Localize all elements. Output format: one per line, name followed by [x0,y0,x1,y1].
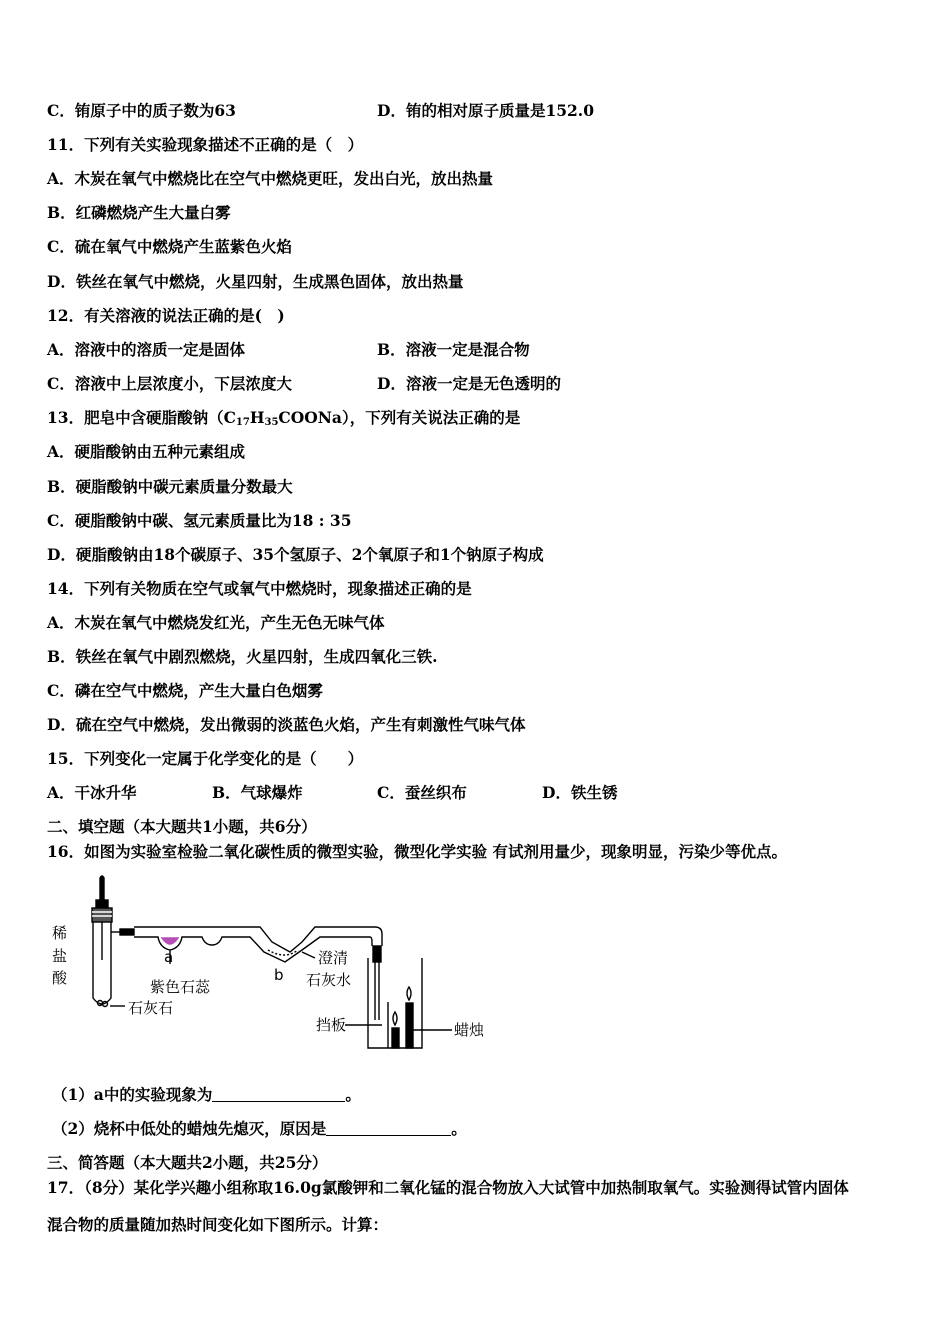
q17-line-2: 混合物的质量随加热时间变化如下图所示。计算： [47,1215,389,1234]
q10-option-c: C．铕原子中的质子数为63 [47,101,236,120]
q16-sub2 [52,1119,467,1139]
q11-option-c: C．硫在氧气中燃烧产生蓝紫色火焰 [47,237,292,256]
q16-sub2-text: （2）烧杯中低处的蜡烛先熄灭，原因是 [52,1119,327,1138]
diagram-label-litmus: 紫色石蕊 [150,978,211,996]
q15-option-c: C．蚕丝织布 [377,783,467,802]
section-3-heading: 三、简答题（本大题共2小题，共25分） [47,1153,328,1172]
q11-option-d: D．铁丝在氧气中燃烧，火星四射，生成黑色固体，放出热量 [47,272,464,291]
q10-option-d: D．铕的相对原子质量是152.0 [377,101,594,120]
q15-option-b: B．气球爆炸 [212,783,303,802]
q11-stem: 11．下列有关实验现象描述不正确的是（ ） [47,135,364,154]
section-2-heading: 二、填空题（本大题共1小题，共6分） [47,817,317,836]
q12-option-b: B．溶液一定是混合物 [377,340,530,359]
q12-stem: 12．有关溶液的说法正确的是( ) [47,306,285,325]
q13-sub-c: 17 [235,417,250,428]
q15-option-a: A．干冰升华 [47,783,137,802]
q12-option-c: C．溶液中上层浓度小，下层浓度大 [47,374,292,393]
q14-option-b: B．铁丝在氧气中剧烈燃烧，火星四射，生成四氧化三铁. [47,647,438,666]
q13-option-b: B．硬脂酸钠中碳元素质量分数最大 [47,477,293,496]
diagram-label-limewater-1: 澄清 [318,949,349,967]
q13-stem [47,408,520,433]
q13-stem-post: COONa），下列有关说法正确的是 [278,408,521,427]
q16-sub1-text: （1）a中的实验现象为 [52,1085,213,1104]
q17-line-1: 17．（8分）某化学兴趣小组称取16.0g氯酸钾和二氧化锰的混合物放入大试管中加热制取氧气。实验测得试管内固体 [47,1178,849,1197]
diagram-label-acid-3: 酸 [52,969,68,987]
q12-option-a: A．溶液中的溶质一定是固体 [47,340,246,359]
diagram-label-b: b [274,966,284,984]
diagram-label-a: a [164,948,174,966]
q13-stem-pre: 13．肥皂中含硬脂酸钠（C [47,408,236,427]
q13-option-a: A．硬脂酸钠由五种元素组成 [47,442,246,461]
q16-sub1 [52,1085,361,1105]
q13-option-d: D．硬脂酸钠由18个碳原子、35个氢原子、2个氧原子和1个钠原子构成 [47,545,544,564]
q16-apparatus-diagram [40,870,510,1055]
q11-option-a: A．木炭在氧气中燃烧比在空气中燃烧更旺，发出白光，放出热量 [47,169,494,188]
q13-stem-h: H [249,408,265,427]
diagram-label-baffle: 挡板 [316,1016,347,1034]
q14-option-a: A．木炭在氧气中燃烧发红光，产生无色无味气体 [47,613,385,632]
q14-option-d: D．硫在空气中燃烧，发出微弱的淡蓝色火焰，产生有刺激性气味气体 [47,715,526,734]
q16-sub1-end: 。 [345,1085,361,1104]
q13-option-c: C．硬脂酸钠中碳、氢元素质量比为18 : 35 [47,511,352,530]
q16-sub1-blank[interactable] [212,1086,345,1102]
q16-stem: 16．如图为实验室检验二氧化碳性质的微型实验，微型化学实验 有试剂用量少，现象明显，污染少等优点。 [47,842,787,861]
q13-sub-h: 35 [264,417,279,428]
diagram-label-limestone: 石灰石 [128,999,174,1017]
diagram-label-candle: 蜡烛 [454,1021,485,1039]
diagram-label-limewater-2: 石灰水 [306,971,352,989]
q14-option-c: C．磷在空气中燃烧，产生大量白色烟雾 [47,681,323,700]
q14-stem: 14．下列有关物质在空气或氧气中燃烧时，现象描述正确的是 [47,579,472,598]
q16-sub2-end: 。 [451,1119,467,1138]
q12-option-d: D．溶液一定是无色透明的 [377,374,561,393]
q15-option-d: D．铁生锈 [542,783,618,802]
diagram-label-acid-2: 盐 [52,947,68,965]
q15-stem: 15．下列变化一定属于化学变化的是（ ） [47,749,364,768]
q11-option-b: B．红磷燃烧产生大量白雾 [47,203,231,222]
diagram-label-acid-1: 稀 [52,924,68,942]
q16-sub2-blank[interactable] [326,1120,451,1136]
